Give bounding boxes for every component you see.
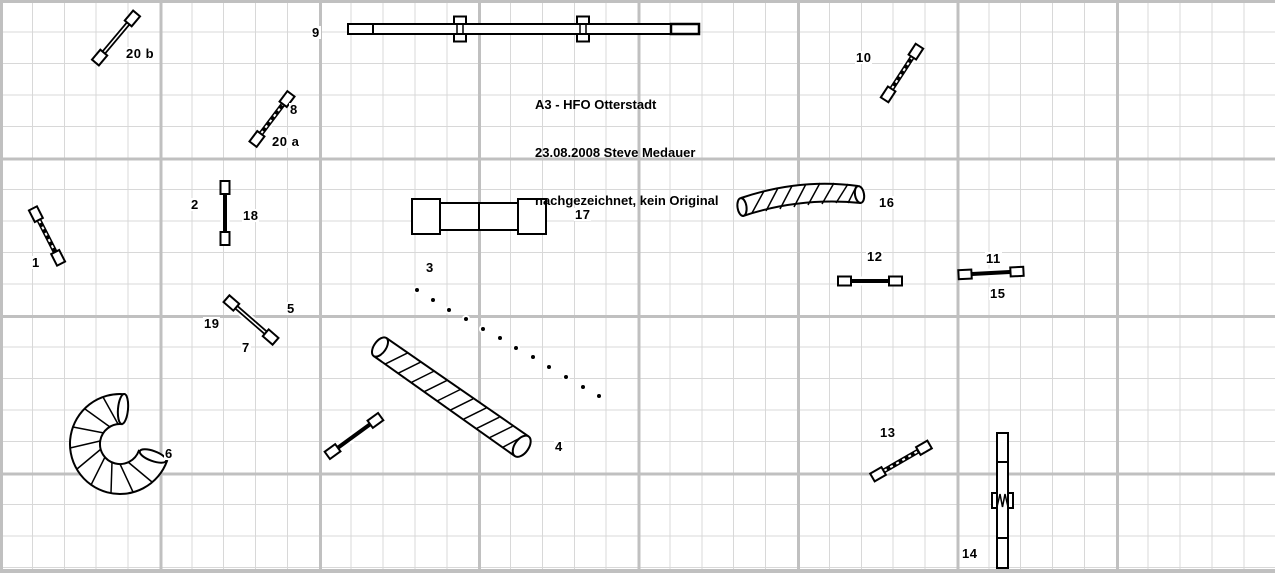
course-title-line3: nachgezeichnet, kein Original bbox=[535, 193, 719, 208]
dogwalk-support bbox=[454, 34, 466, 42]
dogwalk-support bbox=[454, 17, 466, 25]
obstacle-label-10: 10 bbox=[856, 50, 872, 65]
obstacle-label-4: 4 bbox=[555, 439, 563, 454]
jump-11-15 bbox=[958, 267, 1023, 279]
jump-5-7-19 bbox=[224, 295, 279, 344]
dogwalk-support bbox=[577, 17, 589, 25]
obstacle-label-7: 7 bbox=[242, 340, 250, 355]
obstacle-label-6: 6 bbox=[165, 446, 173, 461]
dogwalk-support bbox=[577, 34, 589, 42]
curved-tunnel-obstacle bbox=[70, 394, 168, 494]
wall-obstacle bbox=[412, 199, 546, 234]
jump-2-18 bbox=[221, 181, 230, 245]
jump-unnumbered bbox=[325, 413, 384, 459]
obstacle-label-5: 5 bbox=[287, 301, 295, 316]
jump-12 bbox=[838, 277, 902, 286]
jump-13 bbox=[870, 441, 932, 482]
seesaw-pivot bbox=[992, 493, 997, 508]
obstacle-label-17: 17 bbox=[575, 207, 591, 222]
obstacle-label-19: 19 bbox=[204, 316, 220, 331]
course-title-block bbox=[535, 65, 719, 241]
obstacle-label-18: 18 bbox=[243, 208, 259, 223]
tunnel-obstacle-16 bbox=[736, 183, 865, 217]
obstacle-label-20b: 20 b bbox=[126, 46, 155, 61]
straight-tunnel-obstacle bbox=[368, 334, 534, 460]
obstacle-label-16: 16 bbox=[879, 195, 895, 210]
obstacle-label-2: 2 bbox=[191, 197, 199, 212]
obstacle-label-8: 8 bbox=[290, 102, 298, 117]
dogwalk-obstacle bbox=[348, 17, 699, 42]
obstacle-label-14: 14 bbox=[962, 546, 978, 561]
obstacle-label-15: 15 bbox=[990, 286, 1006, 301]
course-title-line2: 23.08.2008 Steve Medauer bbox=[535, 145, 696, 160]
course-title-line1: A3 - HFO Otterstadt bbox=[535, 97, 657, 112]
obstacle-label-3: 3 bbox=[426, 260, 434, 275]
obstacle-label-11: 11 bbox=[986, 251, 1001, 266]
seesaw-obstacle bbox=[992, 433, 1013, 568]
seesaw-pivot bbox=[1008, 493, 1013, 508]
obstacle-label-13: 13 bbox=[880, 425, 896, 440]
wall-tower bbox=[412, 199, 440, 234]
field-border-bottom bbox=[0, 569, 1275, 573]
jump-10 bbox=[881, 44, 923, 103]
obstacle-label-1: 1 bbox=[32, 255, 40, 270]
obstacle-label-20a: 20 a bbox=[272, 134, 300, 149]
obstacle-label-12: 12 bbox=[867, 249, 883, 264]
obstacle-label-9: 9 bbox=[312, 25, 320, 40]
